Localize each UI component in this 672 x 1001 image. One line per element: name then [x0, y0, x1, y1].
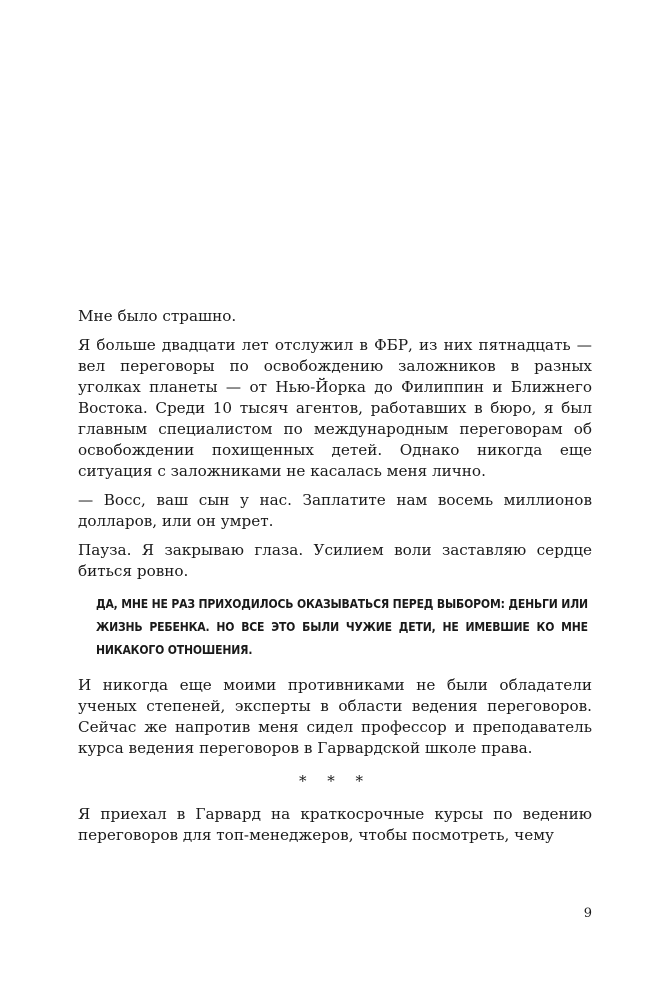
paragraph-1: Мне было страшно. [78, 307, 237, 325]
paragraph-3: — Восс, ваш сын у нас. Заплатите нам восемь миллионов долларов, или он умрет. [78, 491, 592, 530]
paragraph-6: Я приехал в Гарвард на краткосрочные курсы по ведению переговоров для топ-менеджеров, чтобы посмотреть, чему [78, 805, 592, 844]
pull-quote: ДА, МНЕ НЕ РАЗ ПРИХОДИЛОСЬ ОКАЗЫВАТЬСЯ ПЕРЕД ВЫБОРОМ: ДЕНЬГИ ИЛИ ЖИЗНЬ РЕБЕНКА. НО ВСЕ ЭТО БЫЛИ ЧУЖИЕ ДЕТИ, НЕ ИМЕВШИЕ КО МНЕ НИКАКОГО ОТНОШЕНИЯ. [96, 596, 588, 657]
paragraph-2: Я больше двадцати лет отслужил в ФБР, из них пятнадцать — вел переговоры по освобождению заложников в разных уголках планеты — от Нью-Йорка до Филиппин и Ближнего Востока. Среди 10 тысяч агентов, работавших в бюро, я был главным специалистом по международным переговорам об освобождении похищенных детей. Однако никогда еще ситуация с заложниками не касалась меня лично. [78, 336, 592, 480]
paragraph-5: И никогда еще моими противниками не были обладатели ученых степеней, эксперты в области ведения переговоров. Сейчас же напротив меня сидел профессор и преподаватель курса ведения переговоров в Гарвардской школе права. [78, 676, 592, 757]
paragraph-4: Пауза. Я закрываю глаза. Усилием воли заставляю сердце биться ровно. [78, 541, 592, 580]
body-text [78, 306, 592, 854]
section-separator: * * * [298, 772, 372, 790]
page-number: 9 [583, 906, 592, 921]
